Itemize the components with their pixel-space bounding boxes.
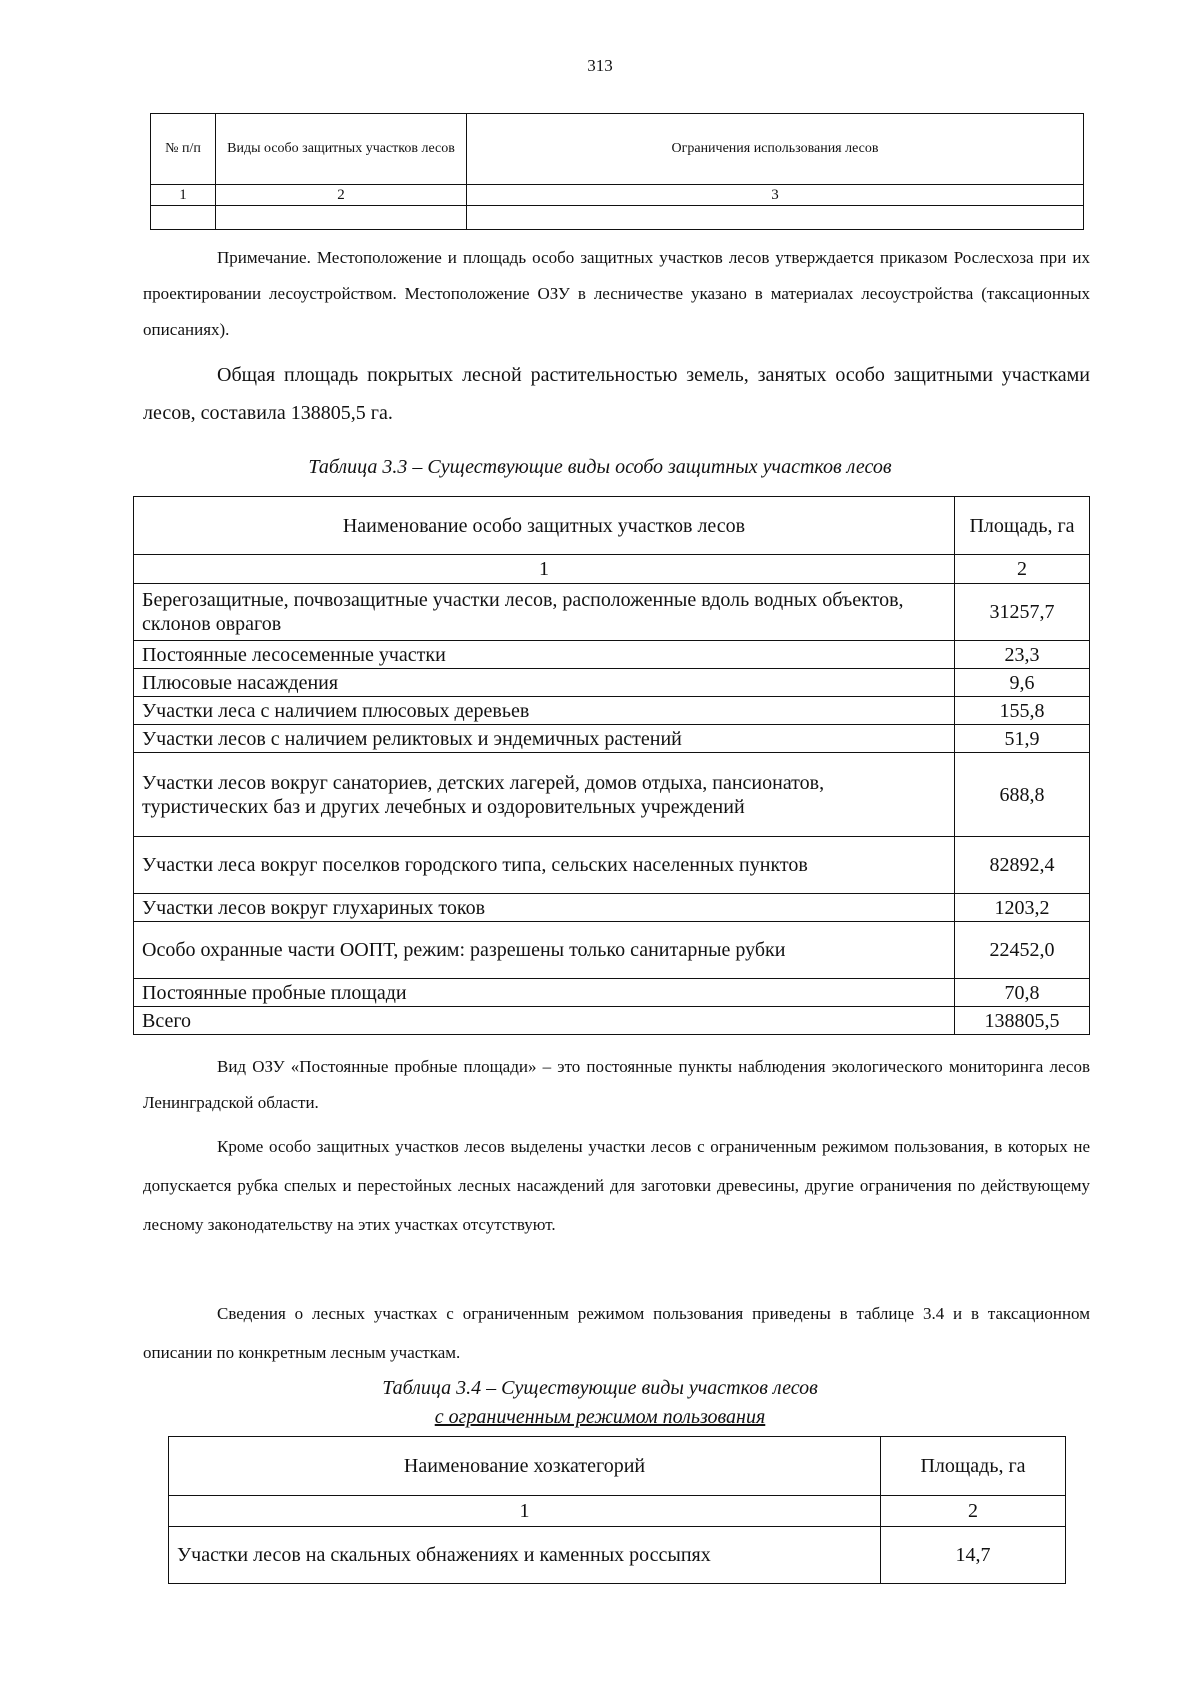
row-name: Участки леса вокруг поселков городского типа, сельских населенных пунктов [134,837,955,894]
row-area: 51,9 [955,725,1090,753]
row-area: 1203,2 [955,894,1090,922]
col-number: 2 [216,185,467,206]
probnye-paragraph: Вид ОЗУ «Постоянные пробные площади» – это постоянные пункты наблюдения экологического мониторинга лесов Ленинградской области. [143,1057,1090,1112]
row-area: 22452,0 [955,922,1090,979]
col-header-name: Наименование хозкатегорий [169,1437,881,1496]
row-area: 14,7 [881,1527,1066,1584]
column-number-row [151,185,1084,206]
col-header-area: Площадь, га [881,1437,1066,1496]
empty-row [151,206,1084,230]
table-3-4-caption [0,1374,1200,1432]
info-paragraph: Сведения о лесных участках с ограниченным режимом пользования приведены в таблице 3.4 и в таксационном описании по конкретным лесным участкам. [143,1304,1090,1362]
table-row [169,1527,1066,1584]
column-number-row [169,1496,1066,1527]
col-number: 2 [881,1496,1066,1527]
table-row [134,753,1090,837]
row-name: Постоянные лесосеменные участки [134,641,955,669]
row-name: Участки лесов вокруг глухариных токов [134,894,955,922]
row-name: Особо охранные части ООПТ, режим: разрешены только санитарные рубки [134,922,955,979]
column-number-row [134,555,1090,584]
col-number: 3 [467,185,1084,206]
row-name: Плюсовые насаждения [134,669,955,697]
col-number: 1 [169,1496,881,1527]
total-row [134,1007,1090,1035]
row-name: Берегозащитные, почвозащитные участки лесов, расположенные вдоль водных объектов, склонов оврагов [134,584,955,641]
restricted-use-paragraph: Кроме особо защитных участков лесов выделены участки лесов с ограниченным режимом пользования, в которых не допускается рубка спелых и перестойных лесных насаждений для заготовки древесины, другие ограничения по действующему лесному законодательству на этих участках отсутствуют. [143,1137,1090,1234]
row-area: 138805,5 [955,1007,1090,1035]
row-area: 82892,4 [955,837,1090,894]
col-header-number: № п/п [151,114,216,185]
row-area: 23,3 [955,641,1090,669]
page-number: 313 [587,56,613,75]
table-row [134,697,1090,725]
caption-line: с ограниченным режимом пользования [434,1406,766,1428]
row-name: Участки лесов с наличием реликтовых и эндемичных растений [134,725,955,753]
table-3-3-caption: Таблица 3.3 – Существующие виды особо защитных участков лесов [308,456,892,478]
table-row [134,894,1090,922]
table-row [134,669,1090,697]
table-3-3 [133,496,1090,1035]
row-name: Всего [134,1007,955,1035]
col-number: 2 [955,555,1090,584]
table-row [134,837,1090,894]
row-area: 9,6 [955,669,1090,697]
table-header-row [169,1437,1066,1496]
table-3-4 [168,1436,1066,1584]
table-header-row [151,114,1084,185]
table-row [134,922,1090,979]
col-header-restrictions: Ограничения использования лесов [467,114,1084,185]
caption-line: Таблица 3.4 – Существующие виды участков лесов [382,1377,818,1399]
table-row [134,979,1090,1007]
row-name: Участки леса с наличием плюсовых деревьев [134,697,955,725]
row-name: Постоянные пробные площади [134,979,955,1007]
ozu-restrictions-table [150,113,1084,230]
col-header-name: Наименование особо защитных участков лесов [134,497,955,555]
row-area: 31257,7 [955,584,1090,641]
table-header-row [134,497,1090,555]
col-header-types: Виды особо защитных участков лесов [216,114,467,185]
empty-cell [216,206,467,230]
empty-cell [151,206,216,230]
row-name: Участки лесов вокруг санаториев, детских лагерей, домов отдыха, пансионатов, туристических баз и других лечебных и оздоровительных учреждений [134,753,955,837]
empty-cell [467,206,1084,230]
col-header-area: Площадь, га [955,497,1090,555]
note-paragraph: Примечание. Местоположение и площадь особо защитных участков лесов утверждается приказом Рослесхоза при их проектировании лесоустройством. Местоположение ОЗУ в лесничестве указано в материалах лесоустройства (таксационных описаниях). [143,248,1090,339]
table-row [134,641,1090,669]
row-name: Участки лесов на скальных обнажениях и каменных россыпях [169,1527,881,1584]
total-area-paragraph: Общая площадь покрытых лесной растительностью земель, занятых особо защитными участками лесов, составила 138805,5 га. [143,364,1090,424]
table-row [134,584,1090,641]
col-number: 1 [134,555,955,584]
row-area: 70,8 [955,979,1090,1007]
col-number: 1 [151,185,216,206]
row-area: 155,8 [955,697,1090,725]
row-area: 688,8 [955,753,1090,837]
table-row [134,725,1090,753]
